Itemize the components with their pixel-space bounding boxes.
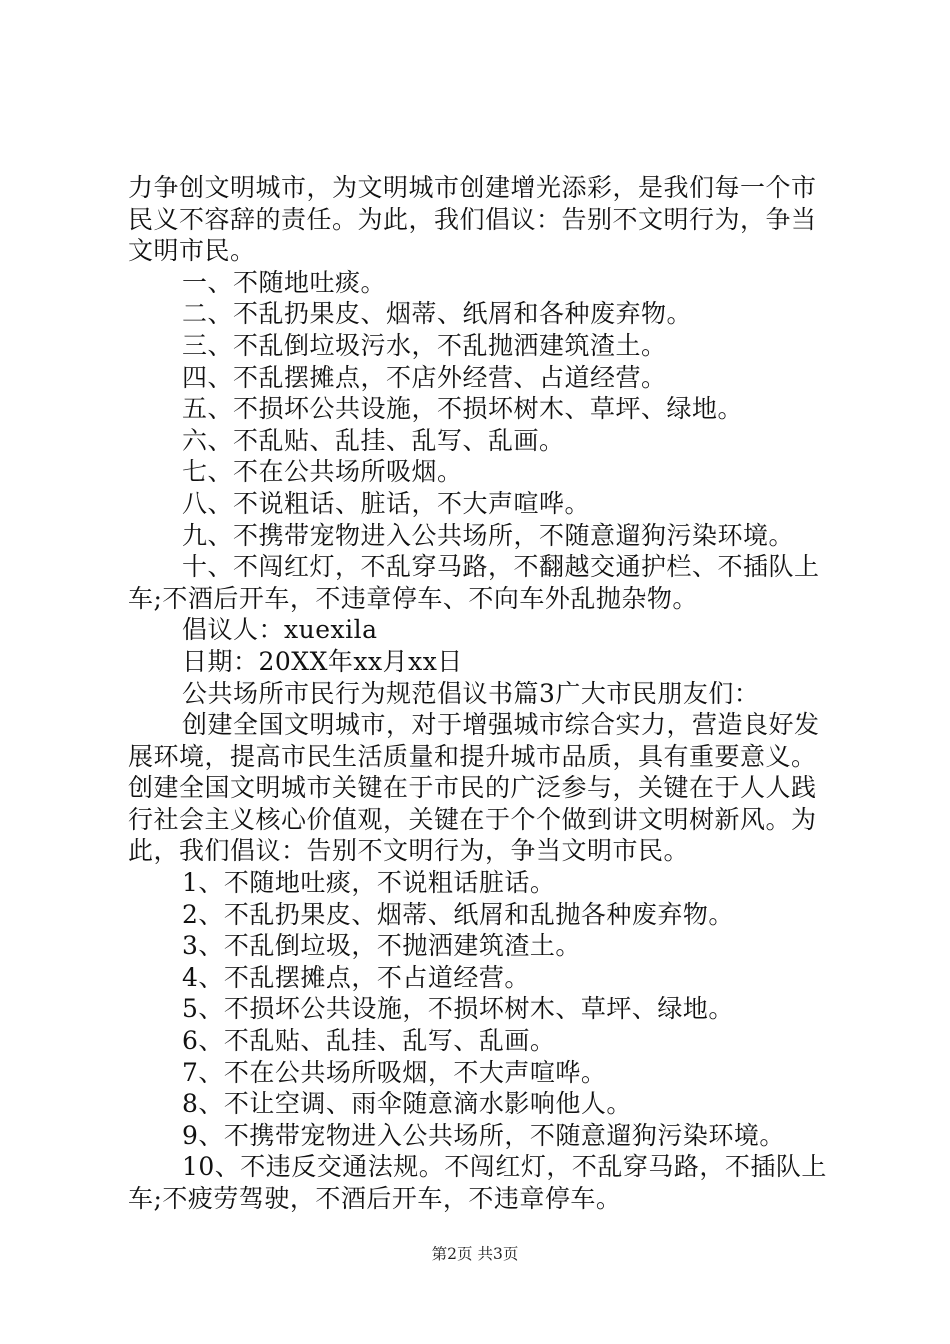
text-line: 此，我们倡议：告别不文明行为，争当文明市民。: [128, 836, 690, 866]
text-line: 五、不损坏公共设施，不损坏树木、草坪、绿地。: [182, 394, 744, 424]
text-line: 1、不随地吐痰，不说粗话脏话。: [182, 868, 556, 898]
text-line: 民义不容辞的责任。为此，我们倡议：告别不文明行为，争当: [128, 204, 817, 234]
text-line: 一、不随地吐痰。: [182, 267, 387, 297]
text-line: 倡议人：xuexila: [182, 615, 378, 645]
text-line: 2、不乱扔果皮、烟蒂、纸屑和乱抛各种废弃物。: [182, 899, 734, 929]
text-line: 车;不疲劳驾驶，不酒后开车，不违章停车。: [128, 1184, 622, 1213]
text-line: 四、不乱摆摊点，不店外经营、占道经营。: [182, 362, 667, 392]
text-line: 二、不乱扔果皮、烟蒂、纸屑和各种废弃物。: [182, 299, 693, 329]
text-line: 3、不乱倒垃圾，不抛洒建筑渣土。: [182, 931, 581, 961]
text-line: 七、不在公共场所吸烟。: [182, 457, 463, 487]
text-line: 行社会主义核心价值观，关键在于个个做到讲文明树新风。为: [128, 804, 817, 834]
text-line: 10、不违反交通法规。不闯红灯，不乱穿马路，不插队上: [182, 1152, 827, 1182]
text-line: 6、不乱贴、乱挂、乱写、乱画。: [182, 1026, 556, 1056]
text-line: 车;不酒后开车，不违章停车、不向车外乱抛杂物。: [128, 583, 698, 613]
document-body: [128, 172, 838, 1215]
text-line: 文明市民。: [128, 236, 256, 266]
text-line: 5、不损坏公共设施，不损坏树木、草坪、绿地。: [182, 994, 734, 1024]
text-line: 十、不闯红灯，不乱穿马路，不翻越交通护栏、不插队上: [182, 552, 820, 582]
text-line: 创建全国文明城市，对于增强城市综合实力，营造良好发: [182, 710, 820, 740]
text-line: 八、不说粗话、脏话，不大声喧哗。: [182, 488, 591, 518]
text-line: 7、不在公共场所吸烟，不大声喧哗。: [182, 1057, 607, 1087]
text-line: 9、不携带宠物进入公共场所，不随意遛狗污染环境。: [182, 1120, 785, 1150]
text-line: 4、不乱摆摊点，不占道经营。: [182, 962, 530, 992]
text-line: 力争创文明城市，为文明城市创建增光添彩，是我们每一个市: [128, 173, 817, 202]
text-line: 九、不携带宠物进入公共场所，不随意遛狗污染环境。: [182, 520, 795, 550]
text-line: 日期：20XX年xx月xx日: [182, 646, 463, 676]
text-line: 六、不乱贴、乱挂、乱写、乱画。: [182, 425, 565, 455]
text-line: 公共场所市民行为规范倡议书篇3广大市民朋友们：: [182, 678, 760, 708]
text-line: 8、不让空调、雨伞随意滴水影响他人。: [182, 1089, 632, 1119]
page-footer: 第2页 共3页: [431, 1245, 519, 1263]
text-line: 创建全国文明城市关键在于市民的广泛参与，关键在于人人践: [128, 773, 817, 803]
text-line: 三、不乱倒垃圾污水，不乱抛洒建筑渣土。: [182, 330, 667, 360]
text-line: 展环境，提高市民生活质量和提升城市品质，具有重要意义。: [128, 741, 817, 771]
